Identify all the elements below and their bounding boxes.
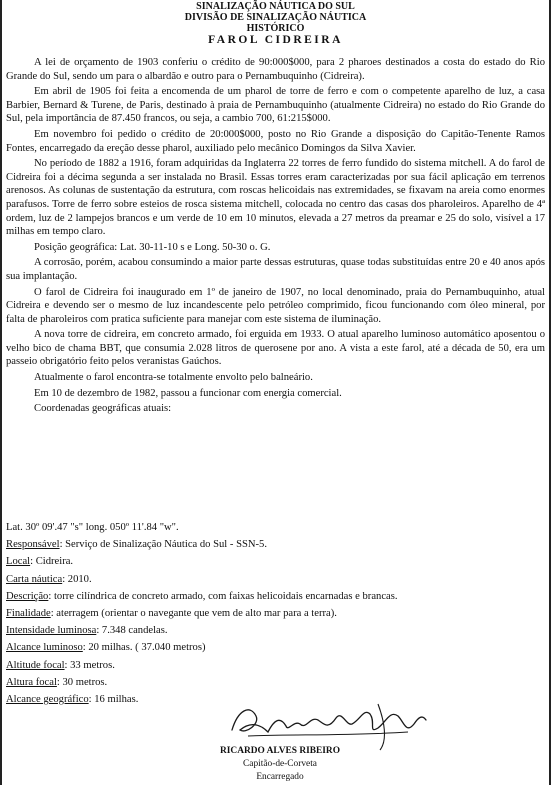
fact-carta-nautica (6, 571, 545, 588)
fact-value: : torre cilíndrica de concreto armado, com faixas helicoidais encarnadas e brancas. (48, 590, 398, 602)
scan-edge-left (0, 0, 2, 785)
fact-label: Alcance geográfico (6, 694, 89, 706)
paragraph-credito: Em novembro foi pedido o crédito de 20:000$000, posto no Rio Grande a disposição do Capitão-Tenente Ramos Fontes, encarregado da ereção desse pharol, auxiliado pelo mecânico Domingos da Silva Xavier. (6, 128, 545, 154)
fact-coordinates (6, 519, 545, 536)
fact-value: : Cidreira. (30, 556, 74, 568)
fact-label: Local (6, 556, 31, 568)
paragraph-nova-torre: A nova torre de cidreira, em concreto armado, foi erguida em 1933. O atual aparelho luminoso automático aposentou o velho bico de chama BBT, que consumia 2.028 litros de querosene por ano. A vista a este farol, até a década de 50, era um passeio obrigatório feito pelos veranistas Gaúchos. (6, 329, 545, 368)
paragraph-posicao: Posição geográfica: Lat. 30-11-10 s e Long. 50-30 o. G. (34, 241, 271, 253)
document-body (6, 56, 545, 418)
header-division: DIVISÃO DE SINALIZAÇÃO NÁUTICA (184, 12, 367, 23)
paragraph-torres-mitchell: No período de 1882 a 1916, foram adquiridas da Inglaterra 22 torres de ferro fundido do sistema mitchell. A do farol de Cidreira foi a décima segunda a ser instalada no Brasil. Essas torres eram caracterizadas por sua fácil aplicação em terrenos arenosos. As colunas de sustentação da estrutura, com roscas helicoidais nas extremidades, se fixavam na areia como enormes parafusos. Torre de ferro sobre esteios de rosca sistema mitchell, colocada no centro das casas dos pharoleiros. Aparelho de 4ª ordem, luz de 2 lampejos brancos e um verde de 10 em 10 minutos, elevada a 27 metros da preamar e 25 do solo, visível a 17 milhas em tempo claro. (6, 158, 545, 238)
facts-list (6, 519, 545, 708)
fact-altitude-focal (6, 657, 545, 674)
document-title: FAROL CIDREIRA (208, 34, 343, 46)
fact-value: : Serviço de Sinalização Náutica do Sul - SSN-5. (59, 539, 267, 551)
signer-name: RICARDO ALVES RIBEIRO (220, 746, 340, 756)
fact-value: : 30 metros. (56, 676, 108, 688)
fact-label: Intensidade luminosa (6, 625, 97, 637)
header-organization: SINALIZAÇÃO NÁUTICA DO SUL (196, 1, 355, 12)
fact-value: : 33 metros. (64, 659, 115, 671)
fact-value: : 16 milhas. (88, 694, 139, 706)
fact-value: : aterragem (orientar o navegante que vem de alto mar para a terra). (50, 608, 337, 620)
fact-altura-focal (6, 674, 545, 691)
fact-local (6, 553, 545, 570)
fact-label: Altitude focal (6, 659, 65, 671)
signature-block (150, 745, 410, 784)
fact-label: Carta náutica (6, 573, 63, 585)
fact-intensidade (6, 622, 545, 639)
fact-label: Descrição (6, 590, 49, 602)
paragraph-energia: Em 10 de dezembro de 1982, passou a funcionar com energia comercial. (34, 387, 342, 399)
fact-value: : 7.348 candelas. (96, 625, 168, 637)
fact-value: Lat. 30º 09'.47 "s" long. 050º 11'.84 "w". (6, 522, 179, 533)
fact-value: : 2010. (62, 573, 92, 585)
paragraph-orcamento: A lei de orçamento de 1903 conferiu o crédito de 90:000$000, para 2 pharoes destinados a costa do estado do Rio Grande do Sul, sendo um para o albardão e outro para o Pernambuquinho (Cidreira). (6, 57, 545, 82)
fact-alcance-luminoso (6, 639, 545, 656)
fact-label: Alcance luminoso (6, 642, 83, 654)
signer-rank: Capitão-de-Corveta (243, 759, 317, 769)
fact-responsavel (6, 536, 545, 553)
fact-label: Finalidade (6, 608, 51, 620)
fact-finalidade (6, 605, 545, 622)
signer-role: Encarregado (256, 772, 304, 782)
fact-label: Altura focal (6, 676, 57, 688)
fact-value: : 20 milhas. ( 37.040 metros) (82, 642, 206, 654)
document-header (0, 1, 551, 47)
paragraph-corrosao: A corrosão, porém, acabou consumindo a maior parte dessas estruturas, quase todas substituídas entre 20 e 40 anos após sua implantação. (6, 257, 545, 282)
paragraph-coordenadas: Coordenadas geográficas atuais: (34, 403, 172, 415)
paragraph-balneario: Atualmente o farol encontra-se totalmente envolto pelo balneário. (34, 372, 313, 384)
paragraph-inauguracao: O farol de Cidreira foi inaugurado em 1º de janeiro de 1907, no local denominado, praia do Pernambuquinho, atual Cidreira e devendo ser o mesmo de luz incandescente pelo petróleo comprimido, ficou funcionando com óleo mineral, por falta de pharoleiros com pratica suficiente para manejar com este sistema de iluminação. (6, 286, 545, 325)
fact-label: Responsável (6, 539, 60, 551)
header-section: HISTÓRICO (246, 23, 305, 34)
fact-descricao (6, 588, 545, 605)
paragraph-encomenda: Em abril de 1905 foi feita a encomenda de um pharol de torre de ferro e com o competente aparelho de luz, a casa Barbier, Bernard & Turene, de Paris, destinado à praia de Pernambuquinho (atualmente Cidreira) no estado do Rio Grande do Sul, pela importância de 87.450 francos, ou seja, a cambio 700, 61:215$000. (6, 86, 545, 125)
